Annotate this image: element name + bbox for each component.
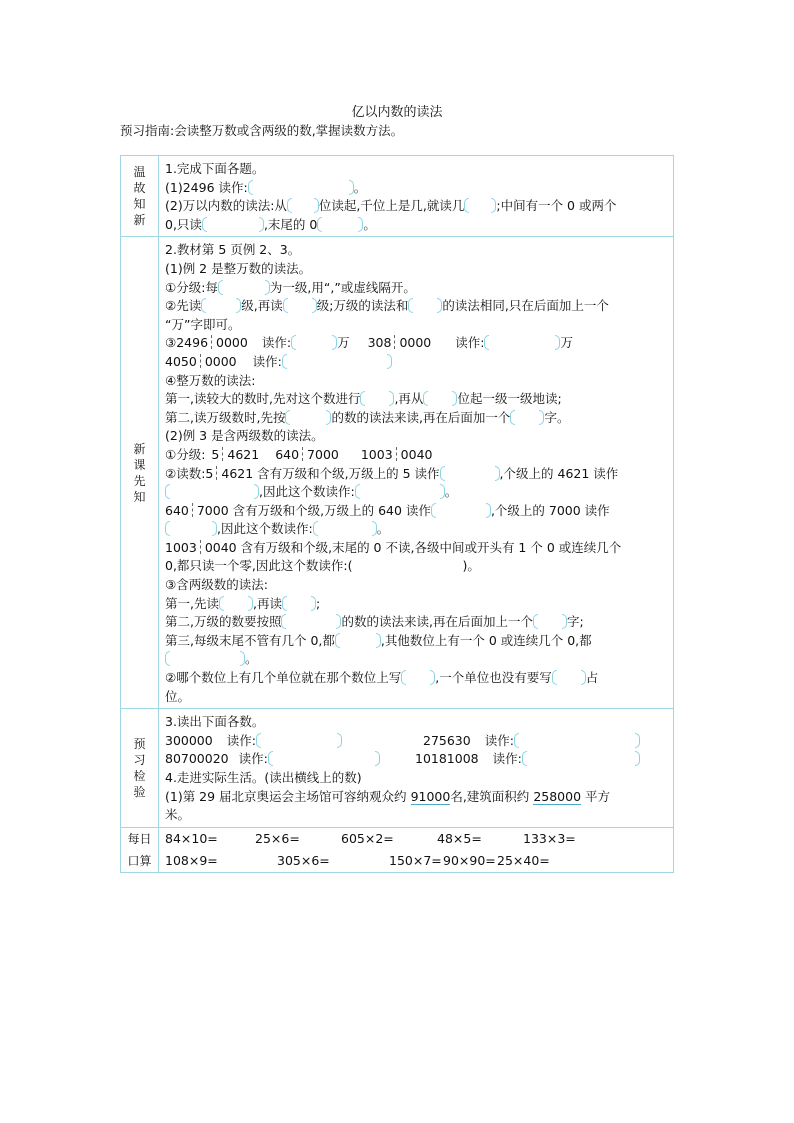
level-divider bbox=[211, 335, 213, 349]
answer-blank[interactable] bbox=[218, 280, 270, 295]
check-label-cell bbox=[121, 709, 159, 828]
level-divider bbox=[394, 335, 396, 349]
answer-blank[interactable] bbox=[165, 521, 217, 536]
worksheet-table bbox=[120, 155, 674, 873]
review-heading: 1.完成下面各题。 bbox=[165, 161, 265, 176]
answer-blank[interactable] bbox=[283, 298, 317, 313]
level-divider bbox=[216, 466, 218, 480]
answer-blank[interactable] bbox=[423, 391, 457, 406]
page-title: 亿以内数的读法 bbox=[351, 105, 443, 120]
answer-blank[interactable] bbox=[165, 651, 245, 666]
calc-item: 84×10= bbox=[165, 830, 218, 846]
calc-item: 150×7= bbox=[389, 852, 442, 868]
answer-blank[interactable] bbox=[268, 751, 380, 766]
answer-blank[interactable] bbox=[201, 298, 241, 313]
answer-blank[interactable] bbox=[533, 614, 567, 629]
answer-blank[interactable] bbox=[248, 180, 354, 195]
level-divider bbox=[222, 447, 224, 461]
calc-row bbox=[121, 827, 674, 872]
review-content: 1.完成下面各题。 (1)2496 读作: 。 (2)万以内数的读法:从 位读起,千位上是几,就读几 ;中间有一个 0 或两个 0,只读 ,末尾的 0 。 bbox=[159, 156, 674, 237]
preview-guide: 预习指南:会读整万数或含两级的数,掌握读数方法。 bbox=[120, 123, 404, 138]
answer-blank[interactable] bbox=[552, 670, 586, 685]
answer-blank[interactable] bbox=[408, 298, 442, 313]
answer-blank[interactable] bbox=[401, 670, 435, 685]
calc-item: 25×40= bbox=[497, 852, 550, 868]
answer-blank[interactable] bbox=[510, 410, 544, 425]
calc-item: 48×5= bbox=[437, 830, 482, 846]
level-divider bbox=[200, 354, 202, 368]
calc-content bbox=[159, 827, 674, 872]
answer-blank[interactable] bbox=[287, 198, 319, 213]
answer-blank[interactable] bbox=[313, 521, 377, 536]
answer-blank[interactable] bbox=[431, 503, 491, 518]
answer-blank[interactable] bbox=[281, 614, 341, 629]
answer-blank[interactable] bbox=[484, 335, 560, 350]
level-divider bbox=[302, 447, 304, 461]
calc-item: 605×2= bbox=[341, 830, 394, 846]
calc-item: 108×9= bbox=[165, 852, 218, 868]
calc-item: 90×90= bbox=[443, 852, 496, 868]
answer-blank[interactable] bbox=[202, 217, 264, 232]
answer-blank[interactable] bbox=[464, 198, 496, 213]
answer-blank[interactable] bbox=[282, 596, 316, 611]
underlined-number: 91000 bbox=[410, 788, 451, 804]
answer-blank[interactable] bbox=[317, 217, 363, 232]
level-divider bbox=[396, 447, 398, 461]
answer-blank[interactable] bbox=[282, 354, 392, 369]
review-label-cell bbox=[121, 156, 159, 237]
level-divider bbox=[192, 503, 194, 517]
calc-item: 25×6= bbox=[255, 830, 300, 846]
answer-blank[interactable] bbox=[522, 751, 640, 766]
review-label: 温故知新 bbox=[133, 165, 146, 228]
calc-label-cell bbox=[121, 827, 159, 872]
answer-blank[interactable] bbox=[514, 733, 640, 748]
new-lesson-row bbox=[121, 237, 674, 709]
new-lesson-label-cell bbox=[121, 237, 159, 709]
underlined-number: 258000 bbox=[533, 788, 582, 804]
answer-blank[interactable] bbox=[360, 391, 394, 406]
review-row bbox=[121, 156, 674, 237]
calc-item: 133×3= bbox=[523, 830, 576, 846]
answer-blank[interactable] bbox=[440, 466, 500, 481]
level-divider bbox=[200, 540, 202, 554]
new-lesson-label: 新课先知 bbox=[133, 441, 146, 504]
check-content: 3.读出下面各数。 300000 读作: 275630 读作: 80700020 读作: 10181008 读作: 4.走进实际生活。(读出横线上的数) (1)第 29 届北京奥运会主场馆可容纳观众约 91000名,建筑面积约 258000 平方 米。 bbox=[159, 709, 674, 828]
calc-label: 每日口算 bbox=[127, 831, 152, 868]
calc-item: 305×6= bbox=[277, 852, 330, 868]
answer-blank[interactable] bbox=[165, 484, 259, 499]
answer-blank[interactable] bbox=[219, 596, 253, 611]
answer-blank[interactable] bbox=[355, 484, 445, 499]
answer-blank[interactable] bbox=[285, 410, 331, 425]
answer-blank[interactable] bbox=[335, 633, 381, 648]
answer-blank[interactable] bbox=[256, 733, 342, 748]
check-label: 预习检验 bbox=[133, 737, 146, 799]
check-row bbox=[121, 709, 674, 828]
new-lesson-content: 2.教材第 5 页例 2、3。 (1)例 2 是整万数的读法。 ①分级:每 为一级,用“,”或虚线隔开。 ②先读 级,再读 级;万级的读法和 的读法相同,只在后面加上一个 “万”字即可。 ③2496 0000 读作: 万 308 0000 读作: 万 4050 0000 读作: ④整万数的读法: 第一,读较大的数时,先对这个数进行 ,再从 位起一级一级地读; 第二,读万级数时,先按 的数的读法来读,再在后面加一个 字。 (2)例 3 是含两级数的读法。 ①分级: 5 4621 640 7000 1003 0040 ②读数:5 4621 含有万级和个级,万级上的 5 读作 ,个级上的 4621 读作 ,因此这个数读作: 。 640 7000 含有万级和个级,万级上的 640 读作 ,个级上的 7000 读作 ,因此这个数读作: 。 1003 0040 含有万级和个级,末尾的 0 不读,各级中间或开头有 1 个 0 或连续几个 0,都只读一个零,因此这个数读作:( )。 ③含两级数的读法: 第一,先读 ,再读 ; 第二,万级的数要按照 的数的读法来读,再在后面加上一个 字; 第三,每级末尾不管有几个 0,都 ,其他数位上有一个 0 或连续几个 0,都 。 ②哪个数位上有几个单位就在那个数位上写 ,一个单位也没有要写 占 位。 bbox=[159, 237, 674, 709]
answer-blank[interactable] bbox=[291, 335, 337, 350]
